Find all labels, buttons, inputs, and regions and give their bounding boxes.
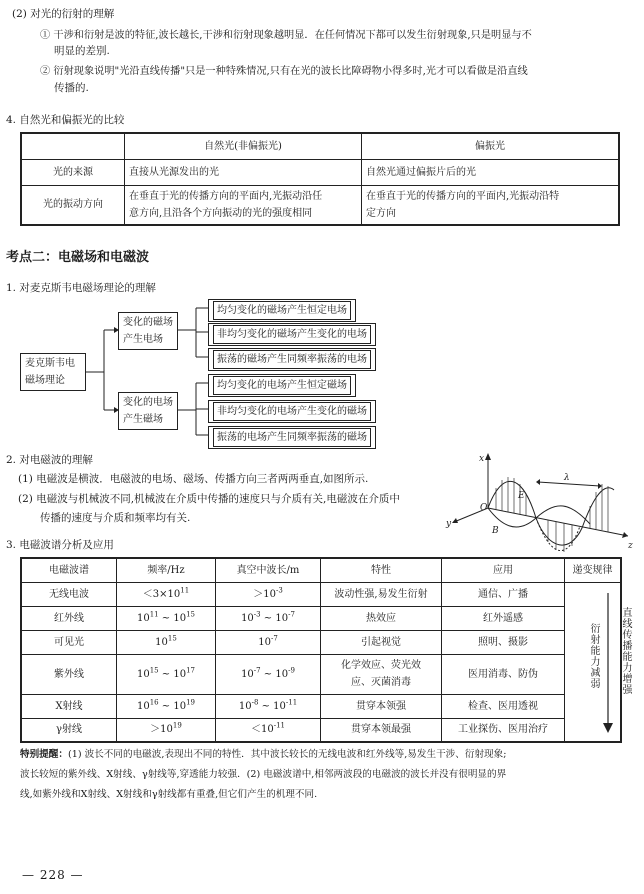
ele-item-uniform: 均匀变化的电场产生恒定磁场 <box>208 374 356 397</box>
band-application: 照明、摄影 <box>442 630 565 654</box>
band-application: 工业探伤、医用治疗 <box>442 718 565 742</box>
fig-label-lambda: λ <box>564 473 570 483</box>
band-frequency: $10^{15}$ ~ $10^{17}$ <box>117 654 216 694</box>
fig-axis-z: z <box>628 541 633 551</box>
band-name: 可见光 <box>21 630 117 654</box>
cell-polar-source: 自然光通过偏振片后的光 <box>362 159 620 185</box>
band-name: X射线 <box>21 694 117 718</box>
fig-label-B: B <box>492 526 499 536</box>
band-wavelength: $10^{-3}$ ~ $10^{-7}$ <box>216 606 321 630</box>
table-row <box>21 606 621 630</box>
fig-axis-x: x <box>479 454 485 464</box>
diffraction-point-2: ② 衍射现象说明"光沿直线传播"只是一种特殊情况,只有在光的波长比障碍物小得多时,光才可以看做是沿直线 <box>40 66 528 77</box>
table-row <box>21 630 621 654</box>
col-header-band: 电磁波谱 <box>21 558 117 582</box>
em-wave-point-2: (2) 电磁波与机械波不同,机械波在介质中传播的速度只与介质有关,电磁波在介质中 <box>18 493 400 505</box>
header-natural-light: 自然光(非偏振光) <box>125 133 362 159</box>
fig-axis-y: y <box>446 519 452 529</box>
table-row <box>21 654 621 694</box>
band-property: 波动性强,易发生衍射 <box>321 582 442 606</box>
row-label-vibration: 光的振动方向 <box>21 185 125 225</box>
em-wave-figure <box>440 450 640 562</box>
band-name: 无线电波 <box>21 582 117 606</box>
diffraction-point-1: ① 干涉和衍射是波的特征,波长越长,干涉和衍射现象越明显．在任何情况下都可以发生衍射现象,只是明显与不 <box>40 30 532 41</box>
special-note-label: 特别提醒： <box>20 749 68 760</box>
col-header-application: 应用 <box>442 558 565 582</box>
changing-electric-field-box: 变化的电场 产生磁场 <box>118 392 178 430</box>
band-wavelength: $>10^{-3}$ <box>216 582 321 606</box>
band-wavelength: $<10^{-11}$ <box>216 718 321 742</box>
cell-natural-source: 直接从光源发出的光 <box>125 159 362 185</box>
band-wavelength: $10^{-8}$ ~ $10^{-11}$ <box>216 694 321 718</box>
table-row <box>21 694 621 718</box>
ele-item-nonuniform: 非均匀变化的电场产生变化的磁场 <box>208 400 376 423</box>
col-header-wavelength: 真空中波长/m <box>216 558 321 582</box>
spectrum-heading: 3. 电磁波谱分析及应用 <box>6 539 114 551</box>
band-property: 引起视觉 <box>321 630 442 654</box>
spectrum-table <box>20 557 631 743</box>
fig-label-E: E <box>518 491 525 501</box>
trend-arrow <box>601 593 615 735</box>
special-note-line-1: 特别提醒：(1) 波长不同的电磁波,表现出不同的特性．其中波长较长的无线电波和红外线等,易发生干涉、衍射现象; <box>20 749 507 760</box>
col-header-trend: 递变规律 <box>565 558 622 582</box>
em-wave-point-2-cont: 传播的速度与介质和频率均有关. <box>40 512 191 524</box>
col-header-property: 特性 <box>321 558 442 582</box>
em-wave-heading: 2. 对电磁波的理解 <box>6 454 93 466</box>
em-wave-point-1: (1) 电磁波是横波．电磁波的电场、磁场、传播方向三者两两垂直,如图所示. <box>18 473 369 485</box>
col-header-frequency: 频率/Hz <box>117 558 216 582</box>
band-wavelength: $10^{-7}$ <box>216 630 321 654</box>
special-note-line-2: 波长较短的紫外线、X射线、γ射线等,穿透能力较强．(2) 电磁波谱中,相邻两波段的电磁波的波长并没有很明显的界 <box>20 769 507 780</box>
polarization-heading: 4. 自然光和偏振光的比较 <box>6 114 125 126</box>
band-property: 化学效应、荧光效 应、灭菌消毒 <box>321 654 442 694</box>
header-polarized-light: 偏振光 <box>362 133 620 159</box>
band-name: γ射线 <box>21 718 117 742</box>
diffraction-point-2-cont: 传播的. <box>54 82 89 94</box>
band-property: 热效应 <box>321 606 442 630</box>
mag-item-uniform: 均匀变化的磁场产生恒定电场 <box>208 299 356 322</box>
section-title: 考点二：电磁场和电磁波 <box>6 250 150 265</box>
diffraction-heading: (2) 对光的衍射的理解 <box>12 8 115 20</box>
cell-polar-vibration: 在垂直于光的传播方向的平面内,光振动沿特 定方向 <box>362 185 620 225</box>
maxwell-heading: 1. 对麦克斯韦电磁场理论的理解 <box>6 282 156 294</box>
band-property: 贯穿本领强 <box>321 694 442 718</box>
band-frequency: $<3\times 10^{11}$ <box>117 582 216 606</box>
band-frequency: $10^{16}$ ~ $10^{19}$ <box>117 694 216 718</box>
band-name: 紫外线 <box>21 654 117 694</box>
band-application: 检查、医用透视 <box>442 694 565 718</box>
mag-item-oscillating: 振荡的磁场产生同频率振荡的电场 <box>208 348 376 371</box>
mag-item-nonuniform: 非均匀变化的磁场产生变化的电场 <box>208 323 376 346</box>
band-wavelength: $10^{-7}$ ~ $10^{-9}$ <box>216 654 321 694</box>
trend-right-label: 直线传播能力增强 <box>620 606 631 695</box>
table-row <box>21 718 621 742</box>
band-application: 通信、广播 <box>442 582 565 606</box>
band-property: 贯穿本领最强 <box>321 718 442 742</box>
band-application: 医用消毒、防伪 <box>442 654 565 694</box>
band-frequency: $>10^{19}$ <box>117 718 216 742</box>
trend-cell <box>565 582 631 742</box>
band-frequency: $10^{15}$ <box>117 630 216 654</box>
page-number: — 228 — <box>22 868 84 882</box>
special-note-line-3: 线,如紫外线和X射线、X射线和γ射线都有重叠,但它们产生的机理不同. <box>20 789 318 800</box>
band-application: 红外遥感 <box>442 606 565 630</box>
band-name: 红外线 <box>21 606 117 630</box>
changing-magnetic-field-box: 变化的磁场 产生电场 <box>118 312 178 350</box>
ele-item-oscillating: 振荡的电场产生同频率振荡的磁场 <box>208 426 376 449</box>
maxwell-root-box: 麦克斯韦电 磁场理论 <box>20 353 86 391</box>
band-frequency: $10^{11}$ ~ $10^{15}$ <box>117 606 216 630</box>
cell-natural-vibration: 在垂直于光的传播方向的平面内,光振动沿任 意方向,且沿各个方向振动的光的强度相同 <box>125 185 362 225</box>
row-label-source: 光的来源 <box>21 159 125 185</box>
fig-origin: O <box>480 503 488 513</box>
trend-left-label: 衍射能力减弱 <box>588 622 599 689</box>
table-row <box>21 582 621 606</box>
diffraction-point-1-cont: 明显的差别. <box>54 45 110 57</box>
